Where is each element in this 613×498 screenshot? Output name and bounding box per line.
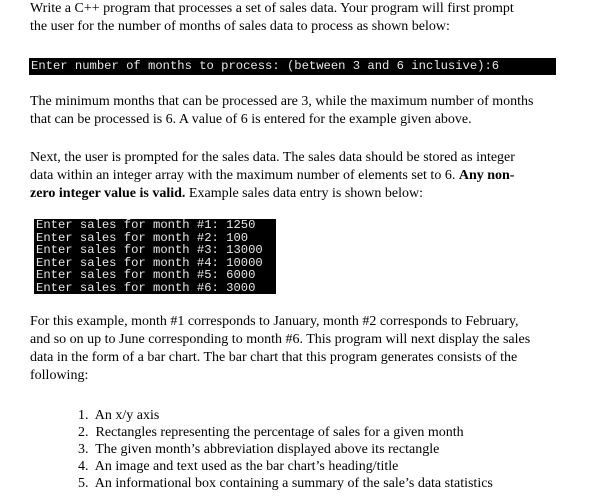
console-line: Enter sales for month #2: 100 [36,230,249,245]
prompt-console-output: Enter number of months to process: (between 3 and 6 inclusive):6 [29,58,556,75]
list-number: 2. [78,425,89,440]
list-number: 5. [78,476,89,491]
console-line: Enter sales for month #5: 6000 [36,268,256,282]
sales-line-3: Example sales data entry is shown below: [185,186,423,201]
console-line: Enter sales for month #4: 10000 [36,255,263,270]
sales-line-1: Next, the user is prompted for the sales data. The sales data should be stored as integer [30,150,515,165]
chart-line-3: data in the form of a bar chart. The bar chart that this program generates consists of the [30,350,518,365]
console-line: Enter sales for month #6: 3000 [36,280,256,295]
sales-paragraph [30,149,610,203]
console-line: Enter sales for month #3: 13000 [36,243,263,257]
sales-line-3-bold: zero integer value is valid. [30,186,186,201]
list-text: An informational box containing a summary of the sale’s data statistics [94,476,493,491]
list-text: An x/y axis [94,408,160,423]
chart-paragraph [30,313,610,385]
list-text: An image and text used as the bar chart’s heading/title [94,459,399,474]
list-text: The given month’s abbreviation displayed above its rectangle [95,442,440,457]
range-paragraph [30,93,610,129]
list-number: 1. [78,408,89,423]
chart-line-4: following: [30,368,89,383]
list-item [78,407,608,424]
intro-line-2: the user for the number of months of sales data to process as shown below: [30,19,450,34]
sales-line-2: data within an integer array with the maximum number of elements set to 6. [30,168,459,183]
list-number: 3. [78,442,89,457]
console-line: Enter sales for month #1: 1250 [36,218,256,232]
intro-paragraph [30,0,610,36]
list-item [78,458,608,475]
intro-line-1: Write a C++ program that processes a set of sales data. Your program will first prompt [30,1,514,16]
chart-line-2: and so on up to June corresponding to month #6. This program will next display the sales [30,332,531,347]
range-line-1: The minimum months that can be processed are 3, while the maximum number of months [30,94,534,109]
requirements-list [78,407,608,492]
chart-line-1: For this example, month #1 corresponds to January, month #2 corresponds to February, [30,314,519,329]
range-line-2: that can be processed is 6. A value of 6 is entered for the example given above. [30,112,472,127]
list-text: Rectangles representing the percentage of sales for a given month [95,425,464,440]
list-item [78,441,608,458]
list-item [78,475,608,492]
list-item [78,424,608,441]
list-number: 4. [78,459,89,474]
sales-line-2-bold: Any non- [458,168,515,183]
sales-console-output [34,219,276,294]
